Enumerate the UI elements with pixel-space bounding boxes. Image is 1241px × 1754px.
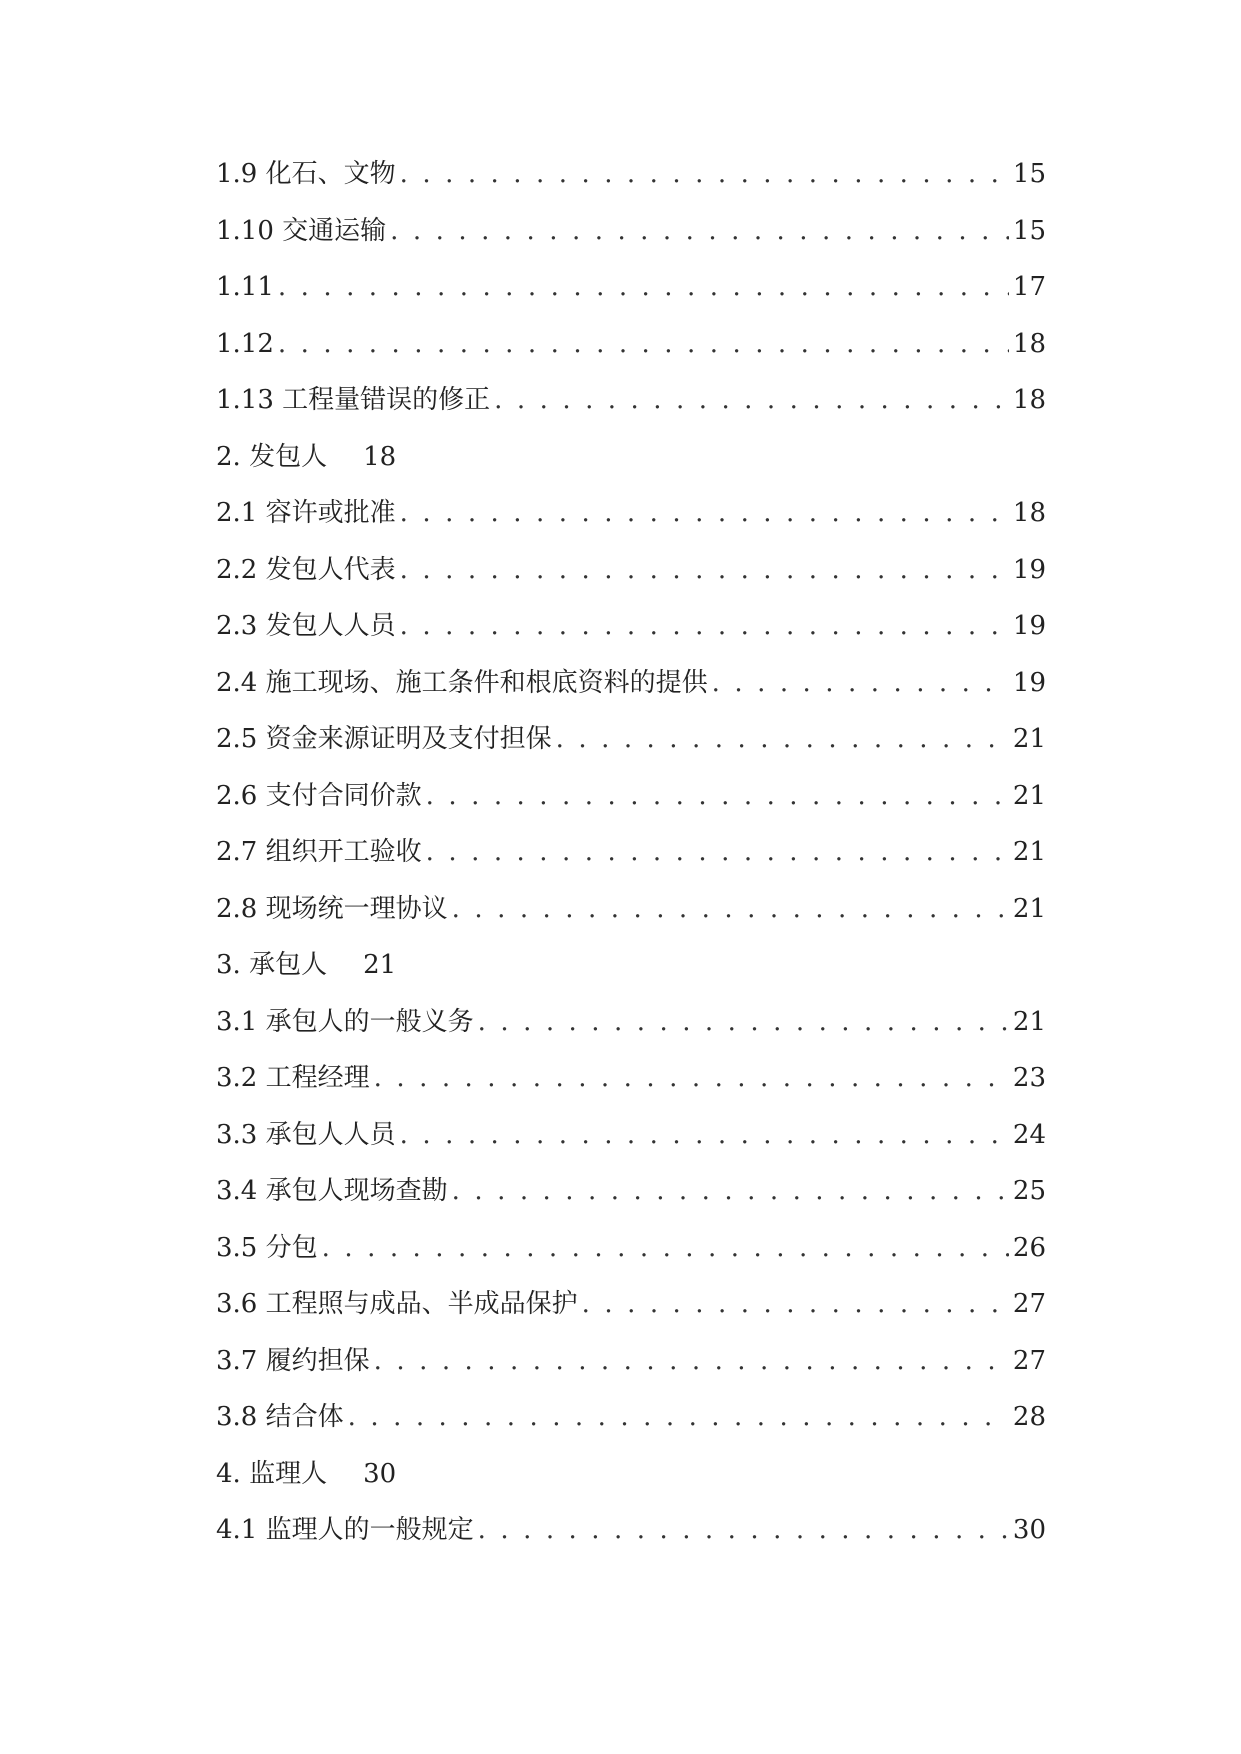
toc-entry-page: 17 [1012,272,1046,303]
toc-dot-leader [374,1346,1009,1376]
toc-dot-leader [400,159,1009,189]
toc-entry-page: 27 [1012,1345,1046,1376]
toc-entry-label: 1.13 工程量错误的修正 [216,385,491,416]
toc-entry-page: 30 [1012,1515,1046,1546]
toc-entry[interactable] [216,1389,1046,1446]
toc-entry[interactable] [216,203,1046,260]
toc-entry[interactable] [216,1276,1046,1333]
toc-entry[interactable] [216,768,1046,825]
toc-entry-label: 2.3 发包人人员 [216,611,396,642]
toc-entry[interactable] [216,824,1046,881]
toc-dot-leader [400,1120,1009,1150]
toc-entry[interactable] [216,372,1046,429]
toc-section-label: 4. 监理人 [216,1458,328,1489]
toc-entry-label: 2.5 资金来源证明及支付担保 [216,724,552,755]
toc-dot-leader [278,329,1009,359]
toc-dot-leader [400,498,1009,528]
toc-entry-label: 3.3 承包人人员 [216,1119,396,1150]
toc-entry-page: 21 [1012,893,1046,924]
toc-dot-leader [400,611,1009,641]
toc-entry-page: 15 [1012,159,1046,190]
toc-entry-page: 28 [1012,1402,1046,1433]
toc-entry-page: 15 [1012,215,1046,246]
toc-entry-page: 23 [1012,1063,1046,1094]
toc-dot-leader [390,216,1009,246]
toc-dot-leader [582,1289,1009,1319]
toc-entry[interactable] [216,881,1046,938]
toc-dot-leader [426,837,1009,867]
toc-entry-label: 1.12 [216,328,274,359]
toc-dot-leader [278,272,1009,302]
toc-dot-leader [478,1515,1009,1545]
toc-entry-label: 2.1 容许或批准 [216,498,396,529]
toc-dot-leader [556,724,1009,754]
toc-entry[interactable] [216,485,1046,542]
toc-entry-page: 19 [1012,554,1046,585]
toc-dot-leader [452,894,1009,924]
toc-entry-label: 2.2 发包人代表 [216,554,396,585]
toc-entry-page: 21 [1012,780,1046,811]
toc-dot-leader [400,555,1009,585]
toc-dot-leader [712,668,1009,698]
toc-section-page: 30 [363,1458,397,1489]
table-of-contents [216,146,1046,1559]
toc-dot-leader [322,1233,1009,1263]
toc-section-heading[interactable] [216,429,1046,486]
toc-entry[interactable] [216,1220,1046,1277]
toc-entry[interactable] [216,1050,1046,1107]
toc-entry-page: 19 [1012,667,1046,698]
toc-entry-label: 3.8 结合体 [216,1402,344,1433]
toc-dot-leader [348,1402,1009,1432]
toc-entry-label: 3.7 履约担保 [216,1345,370,1376]
toc-entry[interactable] [216,655,1046,712]
toc-dot-leader [478,1007,1009,1037]
toc-entry-label: 1.9 化石、文物 [216,159,396,190]
toc-entry-page: 18 [1012,385,1046,416]
toc-section-label: 3. 承包人 [216,950,328,981]
toc-entry-label: 3.2 工程经理 [216,1063,370,1094]
toc-dot-leader [374,1063,1009,1093]
toc-entry[interactable] [216,598,1046,655]
toc-section-label: 2. 发包人 [216,441,328,472]
toc-entry-page: 27 [1012,1289,1046,1320]
toc-entry[interactable] [216,542,1046,599]
toc-dot-leader [494,385,1009,415]
toc-entry[interactable] [216,711,1046,768]
toc-section-page: 18 [363,441,397,472]
toc-entry[interactable] [216,146,1046,203]
toc-dot-leader [452,1176,1009,1206]
toc-entry-label: 2.8 现场统一理协议 [216,893,448,924]
toc-entry[interactable] [216,1502,1046,1559]
toc-entry-page: 24 [1012,1119,1046,1150]
toc-entry-label: 2.4 施工现场、施工条件和根底资料的提供 [216,667,708,698]
toc-entry-label: 3.4 承包人现场查勘 [216,1176,448,1207]
toc-entry[interactable] [216,316,1046,373]
toc-entry-page: 26 [1012,1232,1046,1263]
toc-dot-leader [426,781,1009,811]
toc-entry-label: 2.6 支付合同价款 [216,780,422,811]
toc-entry[interactable] [216,259,1046,316]
toc-entry-label: 2.7 组织开工验收 [216,837,422,868]
toc-entry-label: 3.1 承包人的一般义务 [216,1006,474,1037]
toc-entry-page: 25 [1012,1176,1046,1207]
toc-entry-page: 18 [1012,498,1046,529]
toc-entry-label: 3.6 工程照与成品、半成品保护 [216,1289,578,1320]
toc-entry[interactable] [216,1163,1046,1220]
toc-entry-page: 19 [1012,611,1046,642]
toc-section-heading[interactable] [216,1446,1046,1503]
toc-entry[interactable] [216,1333,1046,1390]
toc-entry-page: 21 [1012,1006,1046,1037]
toc-entry-label: 1.10 交通运输 [216,215,387,246]
toc-section-heading[interactable] [216,937,1046,994]
toc-entry-page: 21 [1012,724,1046,755]
toc-entry-page: 18 [1012,328,1046,359]
toc-entry[interactable] [216,994,1046,1051]
toc-entry-page: 21 [1012,837,1046,868]
toc-entry-label: 3.5 分包 [216,1232,318,1263]
toc-entry[interactable] [216,1107,1046,1164]
toc-entry-label: 4.1 监理人的一般规定 [216,1515,474,1546]
toc-section-page: 21 [363,950,397,981]
toc-entry-label: 1.11 [216,272,274,303]
